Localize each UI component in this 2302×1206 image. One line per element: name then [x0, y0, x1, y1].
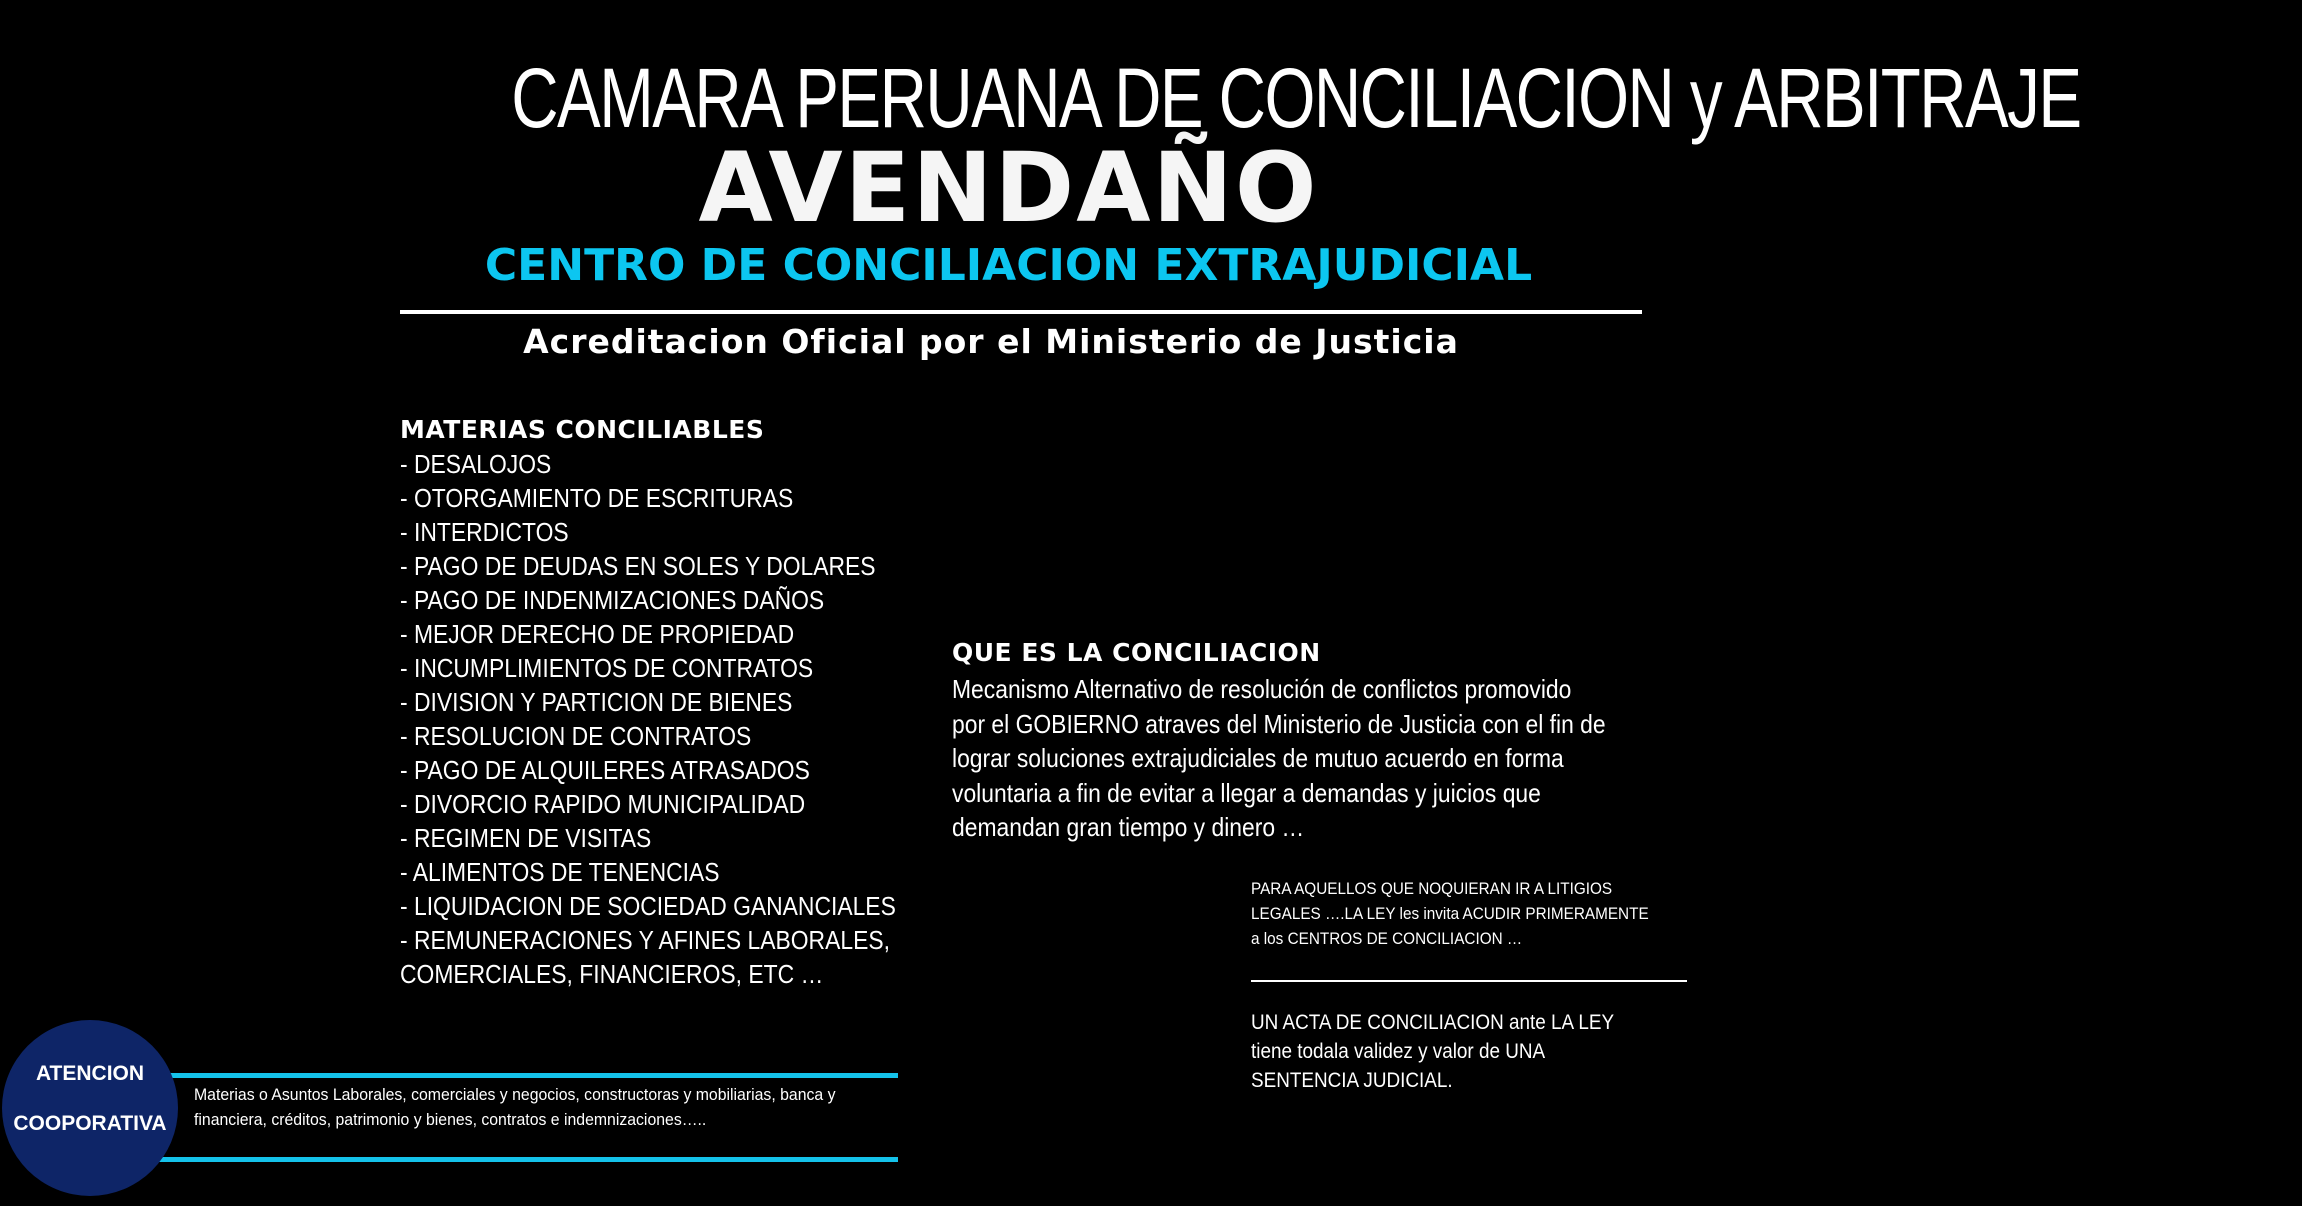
paragraph-line: LEGALES ….LA LEY les invita ACUDIR PRIMERAMENTE — [1251, 904, 1649, 923]
accent-bar-top — [158, 1073, 898, 1078]
list-item: - DIVORCIO RAPIDO MUNICIPALIDAD — [400, 789, 806, 819]
cooperativa-text — [194, 1082, 914, 1132]
list-item: - PAGO DE INDENMIZACIONES DAÑOS — [400, 585, 825, 615]
header-divider — [400, 310, 1642, 314]
atencion-badge-line2: COOPORATIVA — [13, 1112, 167, 1135]
paragraph-line: Materias o Asuntos Laborales, comerciales y negocios, constructoras y mobiliarias, banca y — [194, 1085, 836, 1104]
list-item: - INTERDICTOS — [400, 517, 569, 547]
list-item: - REGIMEN DE VISITAS — [400, 823, 652, 853]
paragraph-line: SENTENCIA JUDICIAL. — [1251, 1069, 1453, 1092]
list-item: - LIQUIDACION DE SOCIEDAD GANANCIALES — [400, 891, 896, 921]
brand-name: AVENDAÑO — [698, 132, 1319, 244]
list-item: - REMUNERACIONES Y AFINES LABORALES, — [400, 925, 890, 955]
paragraph-line: lograr soluciones extrajudiciales de mutuo acuerdo en forma — [952, 743, 1564, 773]
paragraph-line: por el GOBIERNO atraves del Ministerio de Justicia con el fin de — [952, 708, 1606, 739]
paragraph-line: financiera, créditos, patrimonio y bienes, contratos e indemnizaciones….. — [194, 1110, 707, 1129]
atencion-badge — [2, 1020, 178, 1196]
paragraph-line: a los CENTROS DE CONCILIACION … — [1251, 929, 1523, 948]
acta-note — [1251, 1008, 1691, 1095]
list-item: - ALIMENTOS DE TENENCIAS — [400, 857, 720, 887]
list-item: - DIVISION Y PARTICION DE BIENES — [400, 687, 793, 717]
accent-bar-bottom — [158, 1157, 898, 1162]
paragraph-line: demandan gran tiempo y dinero … — [952, 812, 1305, 842]
list-item: - MEJOR DERECHO DE PROPIEDAD — [400, 619, 795, 649]
atencion-badge-line1: ATENCION — [35, 1062, 145, 1085]
list-item: - DESALOJOS — [400, 449, 552, 479]
list-item: - OTORGAMIENTO DE ESCRITURAS — [400, 483, 794, 513]
paragraph-line: voluntaria a fin de evitar a llegar a demandas y juicios que — [952, 777, 1541, 808]
litigios-note — [1251, 876, 1721, 951]
list-item: - PAGO DE DEUDAS EN SOLES Y DOLARES — [400, 551, 876, 581]
accreditation-line: Acreditacion Oficial por el Ministerio de Justicia — [523, 322, 1459, 361]
paragraph-line: Mecanismo Alternativo de resolución de conflictos promovido — [952, 674, 1572, 704]
paragraph-line: PARA AQUELLOS QUE NOQUIERAN IR A LITIGIOS — [1251, 879, 1613, 898]
center-subtitle: CENTRO DE CONCILIACION EXTRAJUDICIAL — [484, 240, 1533, 291]
que-es-heading: QUE ES LA CONCILIACION — [952, 638, 1321, 667]
list-item: COMERCIALES, FINANCIEROS, ETC … — [400, 959, 824, 989]
list-item: - RESOLUCION DE CONTRATOS — [400, 721, 752, 751]
paragraph-line: tiene todala validez y valor de UNA — [1251, 1040, 1546, 1063]
main-title-text: CAMARA PERUANA DE CONCILIACION y ARBITRAJE — [511, 51, 2081, 145]
right-divider — [1251, 980, 1687, 982]
materias-list — [400, 447, 963, 991]
que-es-body — [952, 672, 1672, 845]
list-item: - PAGO DE ALQUILERES ATRASADOS — [400, 755, 810, 785]
paragraph-line: UN ACTA DE CONCILIACION ante LA LEY — [1251, 1011, 1615, 1034]
materias-heading: MATERIAS CONCILIABLES — [400, 415, 765, 444]
list-item: - INCUMPLIMIENTOS DE CONTRATOS — [400, 653, 814, 683]
